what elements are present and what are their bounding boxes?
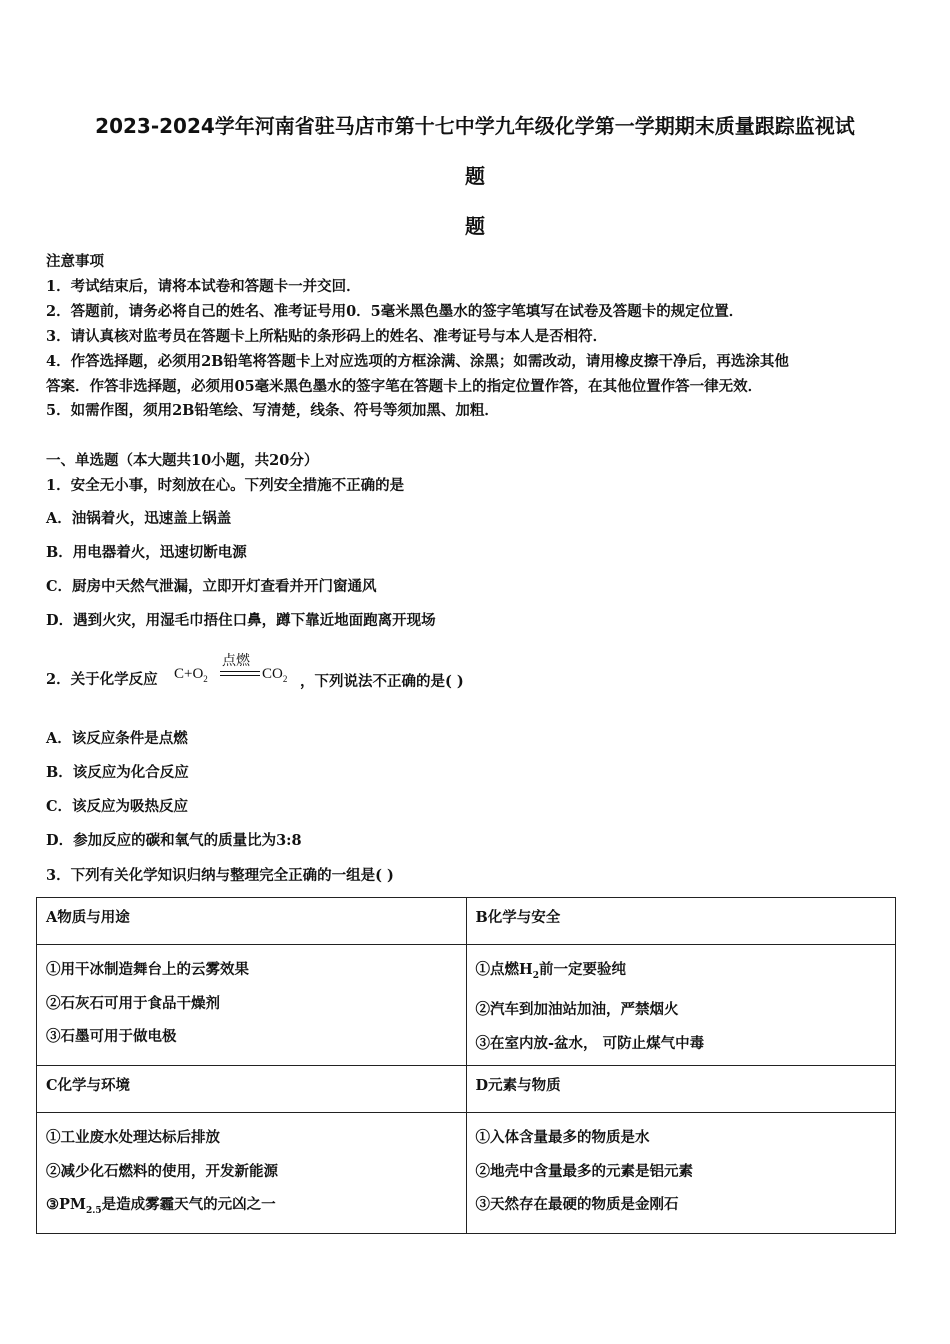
cell-c-head: C化学与环境 [37,1066,467,1113]
q1-option-d: D．遇到火灾，用湿毛巾捂住口鼻，蹲下靠近地面跑离开现场 [46,612,436,629]
doc-title-line1: 2023-2024学年河南省驻马店市第十七中学九年级化学第一学期期末质量跟踪监视试 [95,114,855,138]
equation-lhs: $C+O_2$ [174,666,208,684]
q1-option-c: C．厨房中天然气泄漏，立即开灯查看并开门窗通风 [46,578,377,595]
q2-stem-suffix: ，下列说法不正确的是( ) [300,673,464,690]
q2-option-c: C．该反应为吸热反应 [46,798,189,815]
cell-d-body [466,1113,896,1234]
section-heading: 一、单选题（本大题共10小题，共20分） [46,452,319,469]
list-item: ③石墨可用于做电极 [46,1028,177,1045]
cell-c-body [37,1113,467,1234]
equation-condition: 点燃 [222,654,250,669]
q2-option-d: D．参加反应的碳和氧气的质量比为3:8 [46,832,302,849]
list-item: ③天然存在最硬的物质是金刚石 [475,1196,679,1213]
notice-item: 答案．作答非选择题，必须用05毫米黑色墨水的签字笔在答题卡上的指定位置作答，在其他位置作答一律无效． [46,378,763,395]
notice-item: 3．请认真核对监考员在答题卡上所粘贴的条形码上的姓名、准考证号与本人是否相符． [46,328,608,345]
list-item: ①入体含量最多的物质是水 [475,1129,650,1146]
notice-item: 1．考试结束后，请将本试卷和答题卡一并交回． [46,278,361,295]
notice-item: 2．答题前，请务必将自己的姓名、准考证号用0．5毫米黑色墨水的签字笔填写在试卷及答题卡的规定位置． [46,303,744,320]
list-item: ②减少化石燃料的使用，开发新能源 [46,1162,278,1180]
equation-bar [220,675,260,676]
q3-stem: 3．下列有关化学知识归纳与整理完全正确的一组是( ) [46,867,394,884]
list-item: ①点燃$H_2$前一定要验纯 [475,961,626,981]
cell-a-head: A物质与用途 [37,898,467,945]
list-item: ①工业废水处理达标后排放 [46,1129,220,1146]
q2-stem-prefix: 2．关于化学反应 [46,671,158,688]
q1-option-b: B．用电器着火，迅速切断电源 [46,544,247,561]
q2-option-b: B．该反应为化合反应 [46,764,189,781]
list-item: ①用干冰制造舞台上的云雾效果 [46,961,249,978]
q2-equation [174,650,304,690]
list-item: ②地壳中含量最多的元素是铝元素 [475,1162,693,1180]
equation-rhs: $CO_2$ [262,666,288,684]
doc-title-line2: 题 [465,164,485,188]
cell-d-head: D元素与物质 [466,1066,896,1113]
list-item: ②汽车到加油站加油，严禁烟火 [475,1001,679,1019]
doc-title-line3: 题 [465,214,485,238]
list-item: ②石灰石可用于食品干燥剂 [46,994,220,1012]
notice-heading: 注意事项 [46,253,104,270]
equation-bar [220,671,260,672]
notice-item: 5．如需作图，须用2B铅笔绘、写清楚，线条、符号等须加黑、加粗． [46,402,499,419]
q2-option-a: A．该反应条件是点燃 [46,730,188,747]
q3-table [36,897,896,1234]
list-item: $③PM_{2.5}$是造成雾霾天气的元凶之一 [46,1196,276,1216]
cell-b-body [466,945,896,1066]
q1-option-a: A．油锅着火，迅速盖上锅盖 [46,510,232,527]
list-item: ③在室内放-盆水， 可防止煤气中毒 [475,1034,705,1052]
cell-b-head: B化学与安全 [466,898,896,945]
cell-a-body [37,945,467,1066]
notice-item: 4．作答选择题，必须用2B铅笔将答题卡上对应选项的方框涂满、涂黑；如需改动，请用橡皮擦干净后，再选涂其他 [46,353,789,370]
q1-stem: 1．安全无小事，时刻放在心。下列安全措施不正确的是 [46,477,405,494]
